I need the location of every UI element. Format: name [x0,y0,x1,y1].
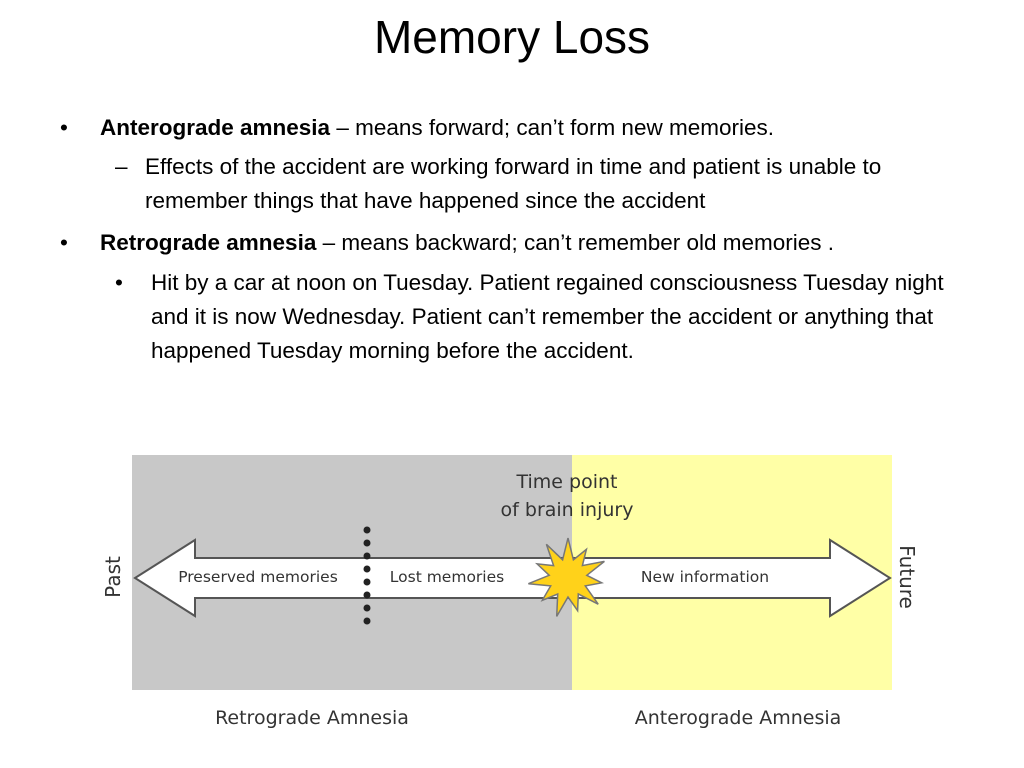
future-label: Future [895,545,919,609]
lost-memories-label: Lost memories [389,568,505,586]
definition-retrograde: – means backward; can’t remember old memories . [316,230,835,255]
injury-label-line2: of brain injury [500,499,634,521]
anterograde-amnesia-label: Anterograde Amnesia [634,707,842,729]
sub-bullet-text: Effects of the accident are working forward in time and patient is unable to remember things that have happened since the accident [145,154,882,213]
bullet-marker-small: • [115,270,123,295]
term-retrograde: Retrograde amnesia [100,230,317,255]
slide-title: Memory Loss [373,11,651,63]
preserved-memories-label: Preserved memories [178,568,338,586]
term-anterograde: Anterograde amnesia [100,115,331,140]
new-information-label: New information [640,568,770,586]
retrograde-amnesia-label: Retrograde Amnesia [215,707,409,729]
bullet-marker: • [60,230,68,255]
dash-marker: – [115,154,128,179]
bullet-marker: • [60,115,68,140]
past-label: Past [101,556,125,598]
definition-anterograde: – means forward; can’t form new memories. [330,115,774,140]
sub-bullet-text: Hit by a car at noon on Tuesday. Patient regained consciousness Tuesday night and it is now Wednesday. Patient can’t remember the accident or anything that happened Tuesday morning before the accident. [151,270,944,363]
injury-label-line1: Time point [516,471,618,493]
